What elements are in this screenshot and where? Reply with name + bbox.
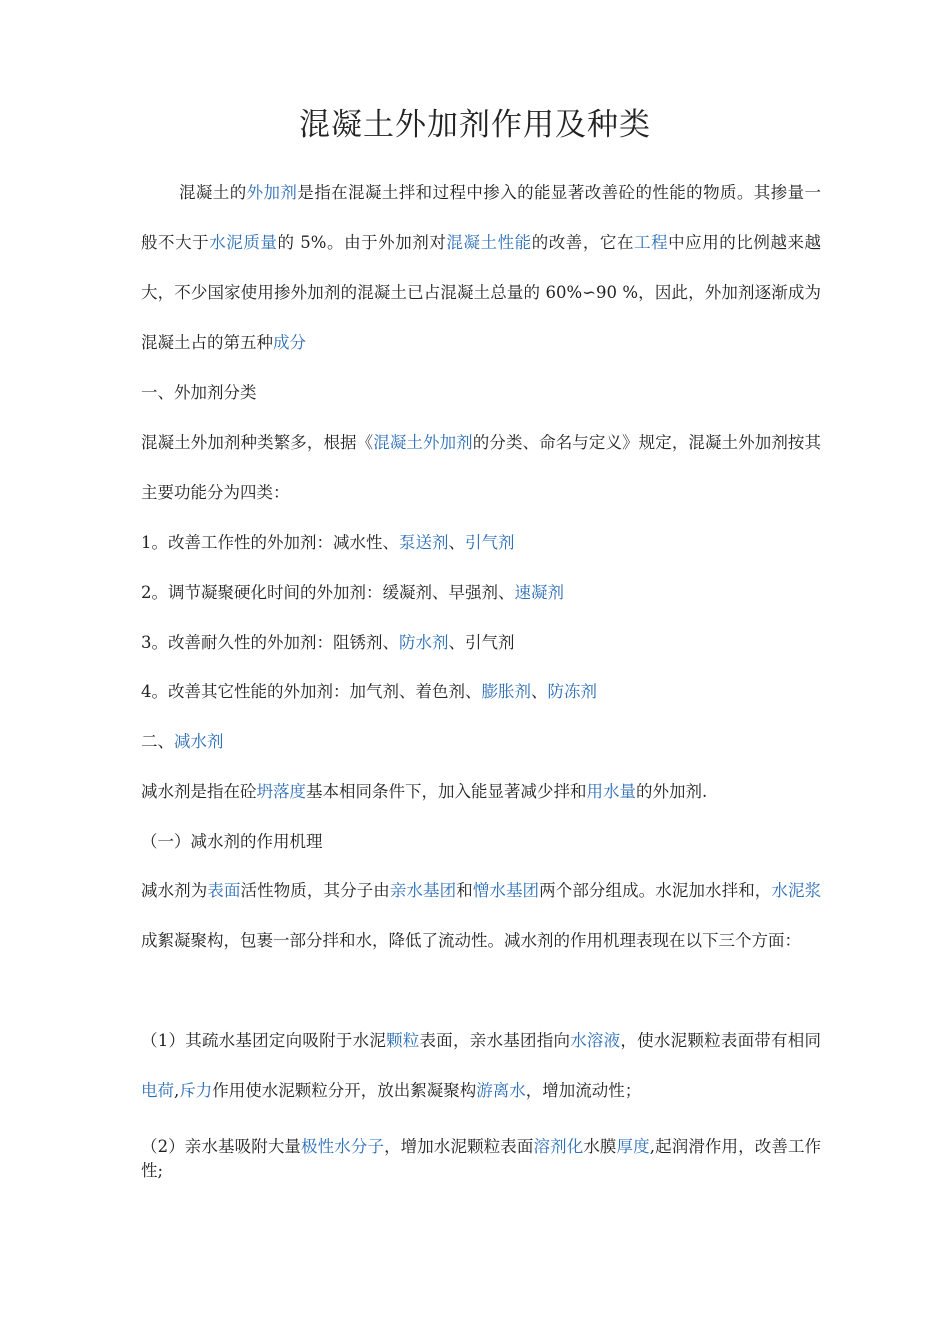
- text-run: ,起润滑作用，改善工作性;: [141, 1137, 822, 1180]
- hyperlink[interactable]: 泵送剂: [399, 533, 449, 552]
- text-run: ，使水泥颗粒表面带有相同: [620, 1031, 822, 1050]
- hyperlink[interactable]: 坍落度: [256, 782, 306, 801]
- list-item-4: [141, 667, 821, 717]
- text-run: ，增加水泥颗粒表面: [384, 1137, 534, 1156]
- text-run: ，增加流动性；: [525, 1081, 642, 1100]
- text-run: 减水剂是指在砼: [141, 782, 257, 801]
- hyperlink[interactable]: 用水量: [586, 782, 636, 801]
- text-run: 是指在混凝土拌和过程中掺入的能显著改善砼的性能的物质。其掺量一般不大于: [141, 183, 822, 252]
- paragraph-classification: [141, 418, 821, 518]
- text-run: 的改善，它在: [531, 233, 635, 252]
- text-run: 水膜: [583, 1137, 617, 1156]
- hyperlink[interactable]: 溶剂化: [533, 1137, 584, 1156]
- text-run: 混凝土外加剂种类繁多，根据《: [141, 433, 374, 452]
- text-run: 3。改善耐久性的外加剂：阻锈剂、: [141, 633, 399, 652]
- hyperlink[interactable]: 外加剂: [246, 183, 298, 202]
- hyperlink[interactable]: 斥力: [179, 1081, 213, 1100]
- text-run: ,: [174, 1081, 180, 1100]
- hyperlink[interactable]: 防水剂: [399, 633, 449, 652]
- text-run: 的分类、命名与定义》规定，混凝土外加剂按其主要功能分为四类：: [141, 433, 822, 502]
- text-run: 成絮凝聚构，包裹一部分拌和水，降低了流动性。减水剂的作用机理表现在以下三个方面：: [141, 931, 801, 950]
- text-run: 两个部分组成。水泥加水拌和，: [539, 881, 772, 900]
- hyperlink[interactable]: 成分: [273, 333, 306, 352]
- hyperlink[interactable]: 水泥浆: [771, 881, 822, 900]
- heading-classification: [141, 368, 821, 418]
- heading-mechanism: [141, 817, 821, 867]
- text-run: 混凝土的: [179, 183, 247, 202]
- text-run: 和: [456, 881, 473, 900]
- hyperlink[interactable]: 亲水基团: [389, 881, 457, 900]
- text-run: 、: [531, 682, 548, 701]
- hyperlink[interactable]: 减水剂: [174, 732, 224, 751]
- text-run: 活性物质，其分子由: [240, 881, 390, 900]
- text-run: 表面，亲水基团指向: [419, 1031, 571, 1050]
- paragraph-mechanism: [141, 866, 821, 966]
- hyperlink[interactable]: 工程: [634, 233, 669, 252]
- list-item-1: [141, 518, 821, 568]
- text-run: 减水剂为: [141, 881, 208, 900]
- hyperlink[interactable]: 膨胀剂: [481, 682, 531, 701]
- hyperlink[interactable]: 防冻剂: [547, 682, 597, 701]
- hyperlink[interactable]: 水溶液: [570, 1031, 621, 1050]
- paragraph-mechanism-1: [141, 1016, 821, 1116]
- text-run: 基本相同条件下，加入能显著减少拌和: [306, 782, 587, 801]
- hyperlink[interactable]: 混凝土外加剂: [373, 433, 473, 452]
- hyperlink[interactable]: 引气剂: [465, 533, 515, 552]
- paragraph-intro: [141, 168, 821, 368]
- text-run: 、引气剂: [448, 633, 515, 652]
- paragraph-definition: [141, 767, 821, 817]
- text-run: 二、: [141, 732, 174, 751]
- text-run: 4。改善其它性能的外加剂：加气剂、着色剂、: [141, 682, 482, 701]
- hyperlink[interactable]: 憎水基团: [472, 881, 540, 900]
- text-run: 1。改善工作性的外加剂：减水性、: [141, 533, 399, 552]
- text-run: 的 5%。由于外加剂对: [277, 233, 447, 252]
- text-run: 2。调节凝聚硬化时间的外加剂：缓凝剂、早强剂、: [141, 583, 515, 602]
- text-run: 的外加剂.: [636, 782, 708, 801]
- hyperlink[interactable]: 水泥质量: [209, 233, 278, 252]
- hyperlink[interactable]: 极性水分子: [301, 1137, 385, 1156]
- hyperlink[interactable]: 混凝土性能: [446, 233, 532, 252]
- text-run: （1）其疏水基团定向吸附于水泥: [141, 1031, 387, 1050]
- heading-water-reducer: [141, 717, 821, 767]
- paragraph-mechanism-2: [141, 1135, 821, 1183]
- hyperlink[interactable]: 厚度: [616, 1137, 650, 1156]
- hyperlink[interactable]: 游离水: [476, 1081, 526, 1100]
- text-run: 中应用的比例越来越大，不少国家使用掺外加剂的混凝土已占混凝土总量的 60%∽90 %，因此，外加剂逐渐成为混凝土占的第五种: [141, 233, 822, 352]
- text-run: （2）亲水基吸附大量: [141, 1137, 302, 1156]
- hyperlink[interactable]: 颗粒: [386, 1031, 420, 1050]
- text-run: 作用使水泥颗粒分开，放出絮凝聚构: [212, 1081, 477, 1100]
- hyperlink[interactable]: 电荷: [141, 1081, 174, 1100]
- hyperlink[interactable]: 速凝剂: [514, 583, 564, 602]
- list-item-3: [141, 618, 821, 668]
- page-title: 混凝土外加剂作用及种类: [299, 107, 651, 143]
- hyperlink[interactable]: 表面: [207, 881, 241, 900]
- text-run: （一）减水剂的作用机理: [141, 832, 323, 851]
- text-run: 、: [448, 533, 465, 552]
- list-item-2: [141, 568, 821, 618]
- text-run: 一、外加剂分类: [141, 383, 257, 402]
